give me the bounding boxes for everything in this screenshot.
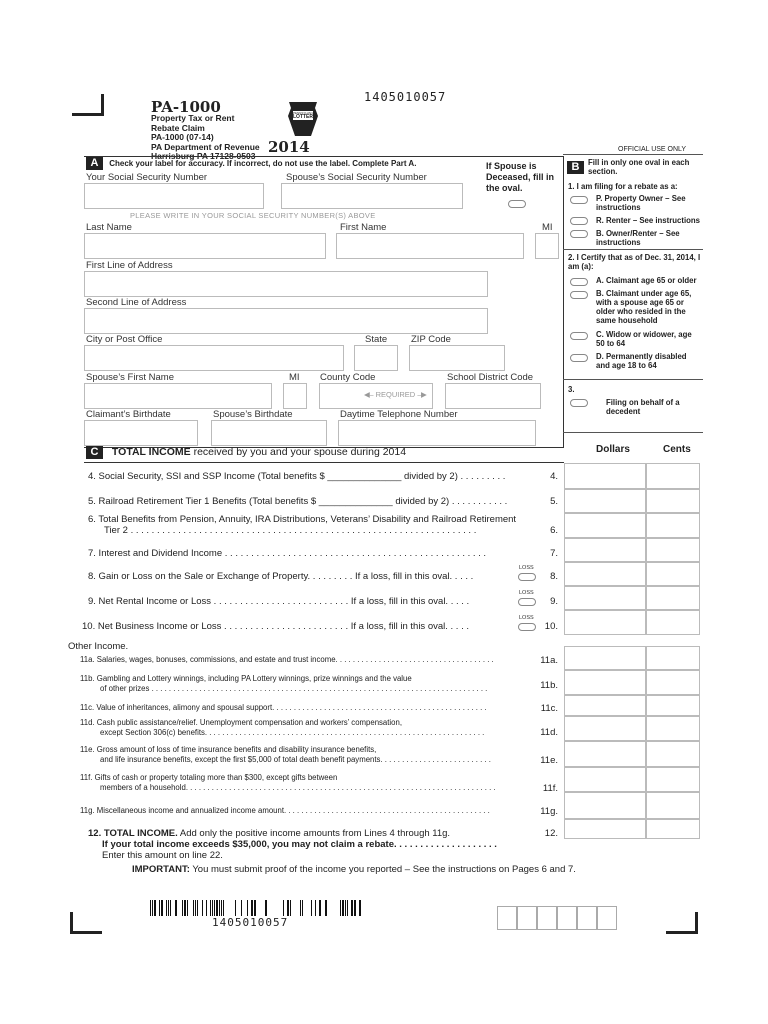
section-b-instruction: Fill in only one oval in each section. bbox=[588, 158, 690, 176]
county-code-label: County Code bbox=[320, 372, 376, 383]
line-11d-number: 11d. bbox=[540, 727, 558, 738]
line-4-label: 4. Social Security, SSI and SSP Income (Total benefits $ ______________ divided by 2) . . . . . . . . . bbox=[88, 471, 506, 482]
spouse-mi-label: MI bbox=[289, 372, 300, 383]
owner-renter-oval[interactable] bbox=[570, 230, 588, 238]
dollars-cell[interactable] bbox=[564, 695, 646, 716]
section-c-title-rest: received by you and your spouse during 2014 bbox=[190, 446, 407, 458]
city-label: City or Post Office bbox=[86, 334, 163, 345]
barcode-bar bbox=[347, 900, 348, 916]
owner-renter-label: B. Owner/Renter – See instructions bbox=[596, 229, 680, 247]
barcode-bar bbox=[166, 900, 167, 916]
line-11d-label-2: except Section 306(c) benefits. . . . . . . . . . . . . . . . . . . . . . . . . . . . . . . . . . . . . . . . . . . . . . . . . . . . . . . . . . . . . . . . . bbox=[100, 728, 485, 737]
state-field[interactable] bbox=[354, 345, 398, 371]
line-11g-number: 11g. bbox=[540, 806, 558, 817]
form-year: 2014 bbox=[268, 138, 310, 156]
dollars-header: Dollars bbox=[596, 444, 630, 455]
section-b-divider-2 bbox=[563, 379, 703, 380]
line-9-loss-label: LOSS bbox=[519, 590, 534, 596]
cents-cell[interactable] bbox=[646, 695, 700, 716]
barcode-bar bbox=[345, 900, 346, 916]
cents-cell[interactable] bbox=[646, 646, 700, 670]
disabled-label: D. Permanently disabled and age 18 to 64 bbox=[596, 352, 687, 370]
spouse-first-name-field[interactable] bbox=[84, 383, 272, 409]
required-label: REQUIRED bbox=[375, 390, 416, 399]
form-dept: PA Department of Revenue bbox=[151, 141, 260, 152]
cents-cell[interactable] bbox=[646, 741, 700, 767]
ocr-box bbox=[517, 906, 537, 930]
barcode-bar bbox=[175, 900, 177, 916]
decedent-label: Filing on behalf of a decedent bbox=[606, 398, 680, 416]
spouse-mi-field[interactable] bbox=[283, 383, 307, 409]
line-12-label-2: If your total income exceeds $35,000, you may not claim a rebate. . . . . . . . . . . . . . . . . . . . bbox=[102, 839, 497, 850]
cents-cell[interactable] bbox=[646, 716, 700, 741]
ssn-label: Your Social Security Number bbox=[86, 172, 208, 183]
phone-field[interactable] bbox=[338, 420, 536, 446]
line-12-number: 12. bbox=[544, 828, 558, 839]
ocr-box bbox=[597, 906, 617, 930]
state-label: State bbox=[365, 334, 388, 345]
section-b-divider-1 bbox=[563, 249, 703, 250]
document-number-top: 1405010057 bbox=[364, 90, 447, 104]
section-b-q3: 3. bbox=[568, 385, 575, 394]
phone-label: Daytime Telephone Number bbox=[340, 409, 458, 420]
right-arrow-icon: ⎯▶ bbox=[417, 390, 427, 399]
line-4-number: 4. bbox=[550, 471, 558, 482]
barcode-bar bbox=[212, 900, 213, 916]
line-5-label: 5. Railroad Retirement Tier 1 Benefits (Total benefits $ ______________ divided by 2) . . . . . . . . . . . bbox=[88, 496, 508, 507]
ocr-box bbox=[557, 906, 577, 930]
barcode-bar bbox=[152, 900, 153, 916]
dollars-cell[interactable] bbox=[564, 513, 646, 538]
barcode-bar bbox=[340, 900, 341, 916]
property-owner-label: P. Property Owner – See instructions bbox=[596, 194, 686, 212]
line-12-label-1 bbox=[88, 828, 450, 839]
line-11e-label-2: and life insurance benefits, except the first $5,000 of total death benefit payments. . . . . . . . . . . . . . . . . . . . . . . . . . bbox=[100, 755, 491, 764]
cents-cell[interactable] bbox=[646, 513, 700, 538]
dollars-cell[interactable] bbox=[564, 489, 646, 513]
school-district-label: School District Code bbox=[447, 372, 534, 383]
dollars-cell[interactable] bbox=[564, 716, 646, 741]
barcode-bar bbox=[359, 900, 361, 916]
line-11f-label-1: 11f. Gifts of cash or property totaling more than $300, except gifts between bbox=[80, 773, 338, 782]
line-5-number: 5. bbox=[550, 496, 558, 507]
important-note bbox=[132, 864, 576, 875]
spouse-birthdate-label: Spouse’s Birthdate bbox=[213, 409, 293, 420]
cents-cell[interactable] bbox=[646, 586, 700, 610]
barcode-bar bbox=[193, 900, 194, 916]
claimant-under-65-oval[interactable] bbox=[570, 291, 588, 299]
spouse-ssn-label: Spouse’s Social Security Number bbox=[286, 172, 427, 183]
line-11g-label: 11g. Miscellaneous income and annualized income amount. . . . . . . . . . . . . . . . . . . . . . . . . . . . . . . . . . . . . . . . . . . . . . . . bbox=[80, 806, 490, 815]
cents-cell[interactable] bbox=[646, 767, 700, 792]
address2-label: Second Line of Address bbox=[86, 297, 187, 308]
ocr-box bbox=[497, 906, 517, 930]
disabled-oval[interactable] bbox=[570, 354, 588, 362]
ssn-note: PLEASE WRITE IN YOUR SOCIAL SECURITY NUMBER(S) ABOVE bbox=[130, 211, 376, 220]
barcode-bar bbox=[219, 900, 220, 916]
line-11a-label: 11a. Salaries, wages, bonuses, commissions, and estate and trust income. . . . . . . . . . . . . . . . . . . . . . . . . . . . . . . . . . . . . bbox=[80, 655, 494, 664]
line-6-number: 6. bbox=[550, 525, 558, 536]
barcode-text: 1405010057 bbox=[212, 916, 289, 929]
barcode-bar bbox=[319, 900, 321, 916]
address1-label: First Line of Address bbox=[86, 260, 173, 271]
last-name-label: Last Name bbox=[86, 222, 132, 233]
line-7-label: 7. Interest and Dividend Income . . . . . . . . . . . . . . . . . . . . . . . . . . . . . . . . . . . . . . . . . . . . . . . . . . bbox=[88, 548, 487, 559]
barcode-bar bbox=[311, 900, 312, 916]
widow-label: C. Widow or widower, age 50 to 64 bbox=[596, 330, 692, 348]
line-12-rest: Add only the positive income amounts from Lines 4 through 11g. bbox=[177, 828, 451, 839]
line-11b-label-1: 11b. Gambling and Lottery winnings, including PA Lottery winnings, prize winnings and the value bbox=[80, 674, 412, 683]
cents-cell[interactable] bbox=[646, 463, 700, 489]
line-11e-label-1: 11e. Gross amount of loss of time insurance benefits and disability insurance benefits, bbox=[80, 745, 377, 754]
barcode-bar bbox=[265, 900, 267, 916]
barcode-bar bbox=[195, 900, 196, 916]
city-field[interactable] bbox=[84, 345, 344, 371]
line-11c-label: 11c. Value of inheritances, alimony and spousal support. . . . . . . . . . . . . . . . . . . . . . . . . . . . . . . . . . . . . . . . . . . . . . . . . . bbox=[80, 703, 487, 712]
barcode-bar bbox=[206, 900, 207, 916]
ssn-field[interactable] bbox=[84, 183, 264, 209]
line-11f-number: 11f. bbox=[542, 783, 558, 794]
line-9-label: 9. Net Rental Income or Loss . . . . . . . . . . . . . . . . . . . . . . . . . . If a loss, fill in this oval. . . . . bbox=[88, 596, 470, 607]
line-11f-label-2: members of a household. . . . . . . . . . . . . . . . . . . . . . . . . . . . . . . . . . . . . . . . . . . . . . . . . . . . . . . . . . . . . . . . . . . . . . . . bbox=[100, 783, 496, 792]
claimant-under-65-label: B. Claimant under age 65, with a spouse age 65 or older who resided in the same household bbox=[596, 289, 692, 325]
barcode-bar bbox=[254, 900, 256, 916]
barcode-bar bbox=[251, 900, 253, 916]
claimant-birthdate-field[interactable] bbox=[84, 420, 198, 446]
line-8-number: 8. bbox=[550, 571, 558, 582]
dollars-cell[interactable] bbox=[564, 792, 646, 819]
line-10-label: 10. Net Business Income or Loss . . . . . . . . . . . . . . . . . . . . . . . . If a loss, fill in this oval. . . . . bbox=[82, 621, 469, 632]
ocr-box bbox=[537, 906, 557, 930]
barcode-bar bbox=[354, 900, 356, 916]
barcode-bar bbox=[202, 900, 203, 916]
cents-cell[interactable] bbox=[646, 562, 700, 586]
barcode-bar bbox=[154, 900, 156, 916]
line-9-number: 9. bbox=[550, 596, 558, 607]
dollars-cell[interactable] bbox=[564, 538, 646, 562]
section-b-badge: B bbox=[567, 161, 584, 174]
barcode-bar bbox=[235, 900, 236, 916]
important-rest: You must submit proof of the income you reported – See the instructions on Pages 6 and 7. bbox=[189, 864, 576, 875]
mi-field[interactable] bbox=[535, 233, 559, 259]
barcode-bar bbox=[351, 900, 353, 916]
lottery-logo-line2: LOTTERY bbox=[293, 114, 317, 120]
barcode-bar bbox=[221, 900, 222, 916]
cents-header: Cents bbox=[663, 444, 691, 455]
property-owner-oval[interactable] bbox=[570, 196, 588, 204]
barcode-bar bbox=[241, 900, 242, 916]
cents-cell[interactable] bbox=[646, 819, 700, 839]
barcode-bar bbox=[150, 900, 151, 916]
cents-cell[interactable] bbox=[646, 792, 700, 819]
line-12-label-3: Enter this amount on line 22. bbox=[102, 850, 223, 861]
lottery-logo-line1: PENNSYLVANIA bbox=[293, 111, 316, 115]
official-use-only: OFFICIAL USE ONLY bbox=[618, 146, 687, 153]
form-revision: PA-1000 (07-14) bbox=[151, 132, 214, 142]
first-name-label: First Name bbox=[340, 222, 387, 233]
claimant-65-oval[interactable] bbox=[570, 278, 588, 286]
barcode-bar bbox=[168, 900, 169, 916]
widow-oval[interactable] bbox=[570, 332, 588, 340]
dollars-cell[interactable] bbox=[564, 586, 646, 610]
cents-cell[interactable] bbox=[646, 489, 700, 513]
barcode-bar bbox=[170, 900, 171, 916]
barcode-bar bbox=[197, 900, 198, 916]
decedent-oval[interactable] bbox=[570, 399, 588, 407]
section-b-bottom bbox=[563, 432, 703, 433]
zip-label: ZIP Code bbox=[411, 334, 451, 345]
barcode-bar bbox=[182, 900, 183, 916]
section-b-header bbox=[567, 157, 584, 175]
line-10-number: 10. bbox=[544, 621, 558, 632]
last-name-field[interactable] bbox=[84, 233, 326, 259]
address2-field[interactable] bbox=[84, 308, 488, 334]
spouse-first-name-label: Spouse’s First Name bbox=[86, 372, 174, 383]
dollars-cell[interactable] bbox=[564, 610, 646, 635]
spouse-deceased-oval[interactable] bbox=[508, 200, 526, 208]
barcode-bar bbox=[325, 900, 327, 916]
barcode-bar bbox=[216, 900, 218, 916]
form-title-line2: Rebate Claim bbox=[151, 122, 205, 133]
official-use-line bbox=[563, 154, 703, 155]
barcode-bar bbox=[210, 900, 211, 916]
barcode-bar bbox=[161, 900, 163, 916]
section-a-instruction: Check your label for accuracy. If incorrect, do not use the label. Complete Part A. bbox=[109, 159, 417, 168]
section-a-header bbox=[86, 157, 416, 170]
barcode-bar bbox=[283, 900, 284, 916]
spouse-deceased-label: If Spouse is Deceased, fill in the oval. bbox=[486, 161, 555, 193]
form-address: Harrisburg PA 17128-0503 bbox=[151, 151, 256, 161]
spouse-ssn-field[interactable] bbox=[281, 183, 463, 209]
line-8-loss-label: LOSS bbox=[519, 565, 534, 571]
dollars-cell[interactable] bbox=[564, 819, 646, 839]
dollars-cell[interactable] bbox=[564, 767, 646, 792]
zip-field[interactable] bbox=[409, 345, 505, 371]
cents-cell[interactable] bbox=[646, 670, 700, 695]
renter-label: R. Renter – See instructions bbox=[596, 216, 700, 225]
required-note bbox=[364, 390, 427, 400]
line-8-label: 8. Gain or Loss on the Sale or Exchange of Property. . . . . . . . . If a loss, fill in this oval. . . . . bbox=[88, 571, 474, 582]
keystone-lottery-logo bbox=[287, 102, 319, 136]
barcode-bar bbox=[315, 900, 316, 916]
line-7-number: 7. bbox=[550, 548, 558, 559]
section-b-q2: 2. I Certify that as of Dec. 31, 2014, I am (a): bbox=[568, 253, 701, 271]
mi-label: MI bbox=[542, 222, 553, 233]
ocr-box bbox=[577, 906, 597, 930]
barcode-bar bbox=[214, 900, 215, 916]
other-income-label: Other Income. bbox=[68, 641, 129, 652]
line-11b-label-2: of other prizes . . . . . . . . . . . . . . . . . . . . . . . . . . . . . . . . . . . . . . . . . . . . . . . . . . . . . . . . . . . . . . . . . . . . . . . . . . . . . . bbox=[100, 684, 488, 693]
barcode-bar bbox=[159, 900, 160, 916]
barcode-bar bbox=[247, 900, 248, 916]
cents-cell[interactable] bbox=[646, 538, 700, 562]
barcode-bar bbox=[300, 900, 301, 916]
line-11c-number: 11c. bbox=[540, 703, 558, 714]
dollars-cell[interactable] bbox=[564, 562, 646, 586]
dollars-cell[interactable] bbox=[564, 646, 646, 670]
form-title-line1: Property Tax or Rent bbox=[151, 113, 235, 123]
line-10-loss-label: LOSS bbox=[519, 615, 534, 621]
claimant-65-label: A. Claimant age 65 or older bbox=[596, 276, 697, 285]
line-6-label-2: Tier 2 . . . . . . . . . . . . . . . . . . . . . . . . . . . . . . . . . . . . . . . . . . . . . . . . . . . . . . . . . . . . . . . . . . bbox=[104, 525, 477, 536]
registration-mark-top-left bbox=[72, 94, 104, 116]
section-a-badge: A bbox=[86, 157, 103, 170]
claimant-birthdate-label: Claimant’s Birthdate bbox=[86, 409, 171, 420]
section-a-right-border bbox=[563, 156, 564, 448]
barcode-bar bbox=[290, 900, 291, 916]
barcode-bar bbox=[287, 900, 289, 916]
line-12-bold: 12. TOTAL INCOME. bbox=[88, 828, 178, 839]
renter-oval[interactable] bbox=[570, 217, 588, 225]
school-district-field[interactable] bbox=[445, 383, 541, 409]
address1-field[interactable] bbox=[84, 271, 488, 297]
dollars-cell[interactable] bbox=[564, 463, 646, 489]
first-name-field[interactable] bbox=[336, 233, 524, 259]
spouse-birthdate-field[interactable] bbox=[211, 420, 327, 446]
cents-cell[interactable] bbox=[646, 610, 700, 635]
form-title bbox=[151, 114, 260, 162]
barcode-bar bbox=[302, 900, 303, 916]
section-c-header bbox=[86, 446, 406, 459]
barcode-bar bbox=[187, 900, 188, 916]
left-arrow-icon: ◀⎯ bbox=[364, 390, 374, 399]
dollars-cell[interactable] bbox=[564, 670, 646, 695]
important-bold: IMPORTANT: bbox=[132, 864, 190, 875]
dollars-cell[interactable] bbox=[564, 741, 646, 767]
section-c-underline bbox=[84, 462, 564, 463]
barcode-bar bbox=[184, 900, 186, 916]
line-11d-label-1: 11d. Cash public assistance/relief. Unemployment compensation and workers’ compensation, bbox=[80, 718, 403, 727]
line-11b-number: 11b. bbox=[540, 680, 558, 691]
registration-mark-bottom-left bbox=[70, 912, 102, 934]
barcode-bar bbox=[342, 900, 344, 916]
form-id: PA-1000 bbox=[151, 98, 221, 116]
registration-mark-bottom-right bbox=[666, 912, 698, 934]
section-c-title-bold: TOTAL INCOME bbox=[111, 446, 191, 458]
line-11a-number: 11a. bbox=[540, 655, 558, 666]
section-b-q1: 1. I am filing for a rebate as a: bbox=[568, 182, 678, 191]
line-11e-number: 11e. bbox=[540, 755, 558, 766]
barcode-bar bbox=[223, 900, 224, 916]
line-6-label-1: 6. Total Benefits from Pension, Annuity, IRA Distributions, Veterans’ Disability and Railroad Retirement bbox=[88, 514, 517, 525]
section-c-badge: C bbox=[86, 446, 103, 459]
